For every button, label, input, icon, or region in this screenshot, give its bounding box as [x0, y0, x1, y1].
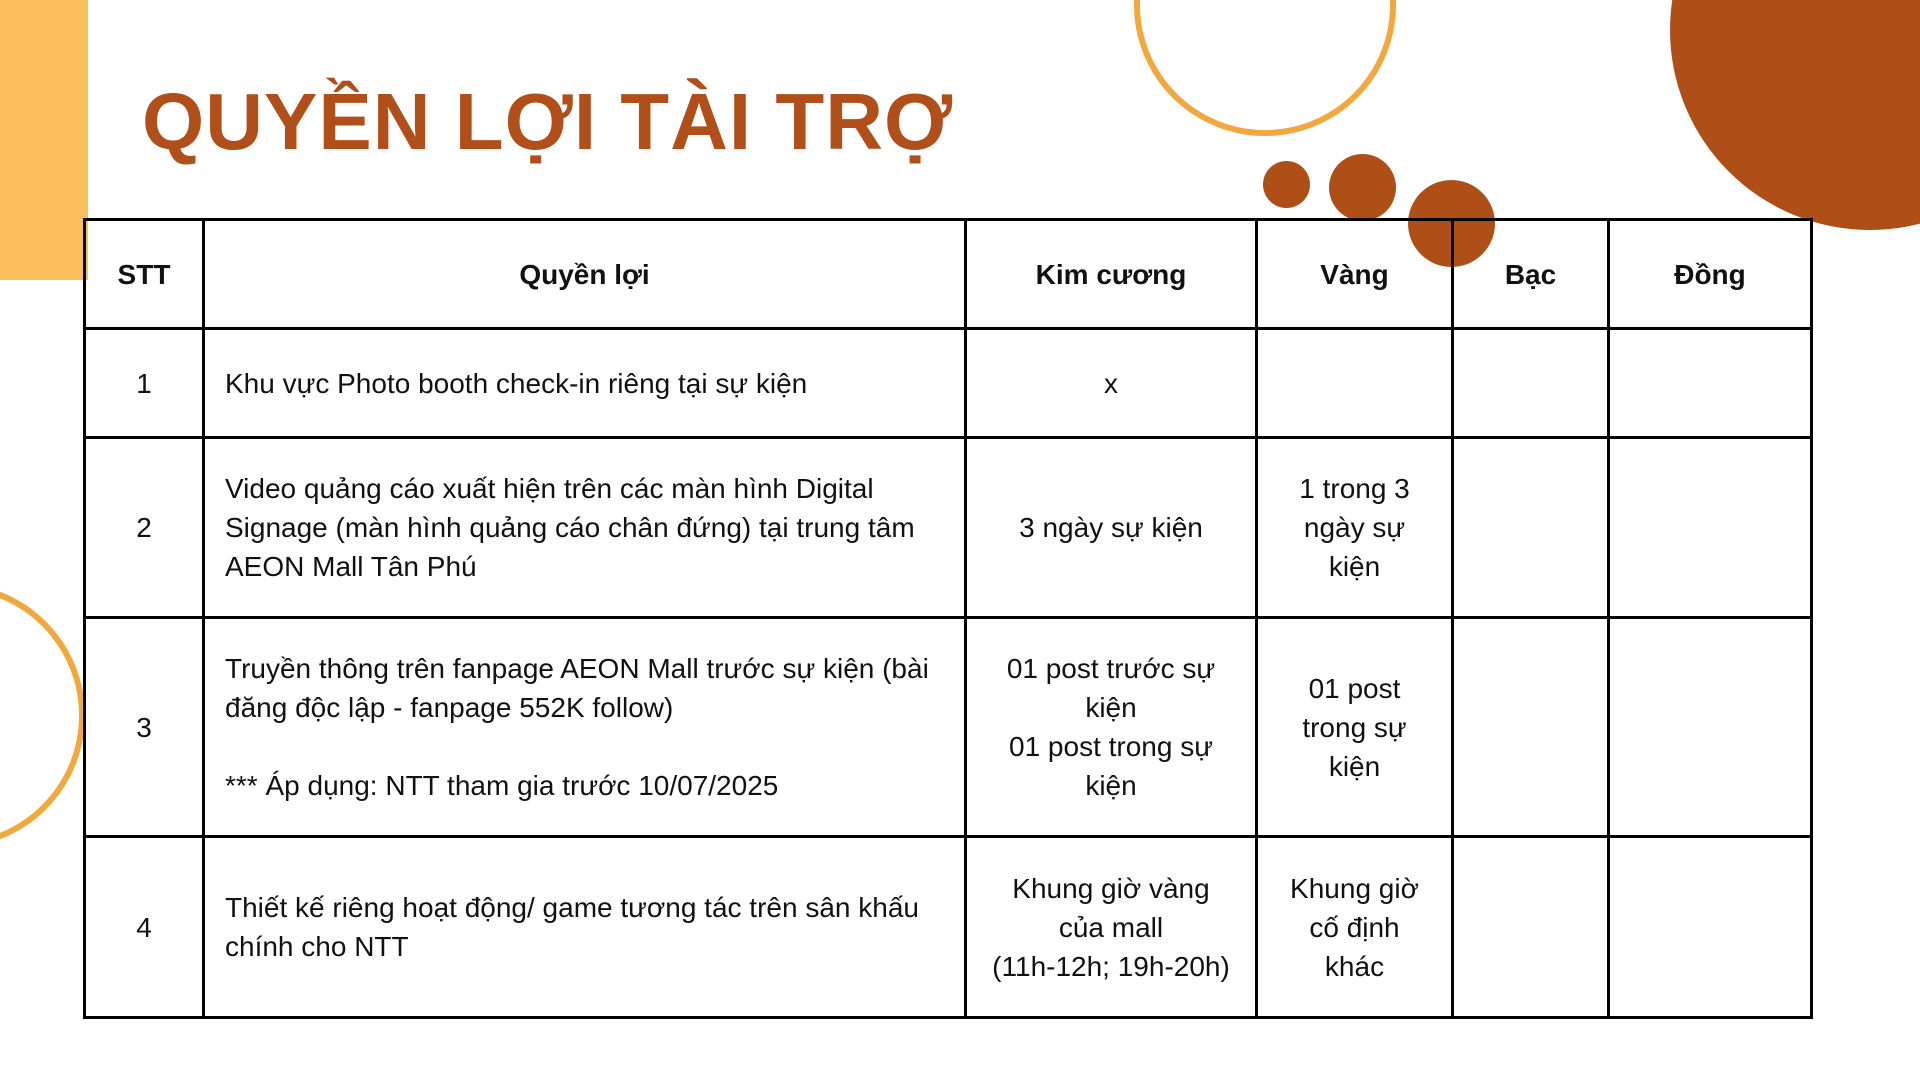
- header-benefit: Quyền lợi: [204, 220, 966, 329]
- cell-stt: 2: [85, 438, 204, 618]
- cell-silver: [1453, 438, 1609, 618]
- cell-diamond: 3 ngày sự kiện: [966, 438, 1257, 618]
- header-gold: Vàng: [1257, 220, 1453, 329]
- decor-left-bar: [0, 0, 88, 280]
- cell-bronze: [1609, 618, 1812, 837]
- cell-gold: Khung giờ cố định khác: [1257, 837, 1453, 1018]
- cell-bronze: [1609, 438, 1812, 618]
- cell-gold: 1 trong 3 ngày sự kiện: [1257, 438, 1453, 618]
- page-title: QUYỀN LỢI TÀI TRỢ: [142, 77, 954, 166]
- cell-gold: [1257, 329, 1453, 438]
- header-stt: STT: [85, 220, 204, 329]
- cell-benefit: Thiết kế riêng hoạt động/ game tương tác trên sân khấu chính cho NTT: [204, 837, 966, 1018]
- header-silver: Bạc: [1453, 220, 1609, 329]
- cell-stt: 4: [85, 837, 204, 1018]
- decor-top-ring: [1134, 0, 1396, 136]
- cell-benefit: Khu vực Photo booth check-in riêng tại sự kiện: [204, 329, 966, 438]
- cell-benefit: Video quảng cáo xuất hiện trên các màn hình Digital Signage (màn hình quảng cáo chân đứng) tại trung tâm AEON Mall Tân Phú: [204, 438, 966, 618]
- decor-left-ring: [0, 583, 85, 848]
- cell-benefit: Truyền thông trên fanpage AEON Mall trước sự kiện (bài đăng độc lập - fanpage 552K follow) *** Áp dụng: NTT tham gia trước 10/07/2025: [204, 618, 966, 837]
- cell-silver: [1453, 837, 1609, 1018]
- table-row: [85, 438, 1812, 618]
- cell-diamond: 01 post trước sự kiện 01 post trong sự kiện: [966, 618, 1257, 837]
- table-header-row: [85, 220, 1812, 329]
- cell-bronze: [1609, 837, 1812, 1018]
- cell-silver: [1453, 618, 1609, 837]
- cell-diamond: Khung giờ vàng của mall (11h-12h; 19h-20h): [966, 837, 1257, 1018]
- cell-stt: 3: [85, 618, 204, 837]
- decor-dot-small: [1263, 161, 1310, 208]
- table-row: [85, 618, 1812, 837]
- cell-stt: 1: [85, 329, 204, 438]
- header-diamond: Kim cương: [966, 220, 1257, 329]
- cell-diamond: x: [966, 329, 1257, 438]
- decor-big-circle: [1670, 0, 1920, 230]
- cell-gold: 01 post trong sự kiện: [1257, 618, 1453, 837]
- cell-bronze: [1609, 329, 1812, 438]
- table-row: [85, 837, 1812, 1018]
- table-row: [85, 329, 1812, 438]
- cell-silver: [1453, 329, 1609, 438]
- decor-dot-medium: [1329, 154, 1396, 221]
- header-bronze: Đồng: [1609, 220, 1812, 329]
- sponsorship-benefits-table: [83, 218, 1813, 1019]
